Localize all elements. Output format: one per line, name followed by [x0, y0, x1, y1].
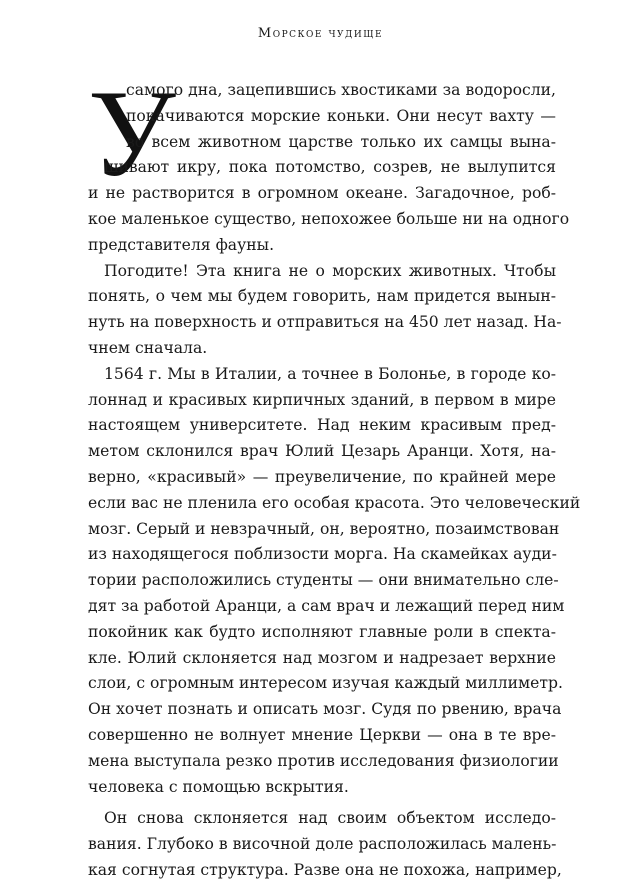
text-line: самого дна, зацепившись хвостиками за водоросли,	[126, 81, 556, 99]
paragraph-4	[88, 806, 562, 883]
text-line: покачиваются морские коньки. Они несут вахту —	[126, 106, 556, 125]
text-line: кое маленькое существо, непохожее больше ни на одного	[88, 209, 570, 228]
text-line: покойник как будто исполняют главные роли в спекта-	[88, 622, 556, 641]
text-line: 1564 г. Мы в Италии, а точнее в Болонье, в городе ко-	[104, 364, 556, 383]
text-line: мозг. Серый и невзрачный, он, вероятно, позаимствован	[88, 519, 560, 538]
text-line: верно, «красивый» — преувеличение, по крайней мере	[88, 467, 556, 486]
text-line: тории расположились студенты — они внимательно сле-	[88, 571, 559, 590]
text-line: слои, с огромным интересом изучая каждый миллиметр.	[88, 674, 563, 693]
text-line: Погодите! Эта книга не о морских животных. Чтобы	[104, 261, 556, 280]
text-line: Он снова склоняется над своим объектом исследо-	[104, 809, 556, 828]
running-header: Морское чудище	[257, 26, 384, 41]
paragraph-2	[88, 259, 562, 362]
text-line: нуть на поверхность и отправиться на 450 лет назад. На-	[88, 313, 562, 332]
text-line: человека с помощью вскрытия.	[88, 777, 349, 796]
text-line: чнем сначала.	[88, 338, 208, 357]
text-line: если вас не пленила его особая красота. Это человеческий	[88, 493, 581, 512]
text-line: вания. Глубоко в височной доле расположилась малень-	[88, 835, 557, 854]
text-line: и не растворится в огромном океане. Загадочное, роб-	[88, 184, 556, 203]
text-line: метом склонился врач Юлий Цезарь Аранци. Хотя, на-	[88, 442, 556, 461]
body-text	[88, 78, 581, 884]
text-line: во всем животном царстве только их самцы вына-	[126, 132, 556, 151]
text-line: понять, о чем мы будем говорить, нам придется вынын-	[88, 287, 556, 306]
text-line: представителя фауны.	[88, 235, 275, 254]
text-line: лоннад и красивых кирпичных зданий, в первом в мире	[88, 390, 556, 409]
text-line: кая согнутая структура. Разве она не похожа, например,	[88, 860, 562, 879]
text-line: дят за работой Аранци, а сам врач и лежащий перед ним	[88, 596, 565, 615]
drop-cap: У	[88, 65, 176, 202]
text-line: совершенно не волнует мнение Церкви — она в те вре-	[88, 725, 556, 744]
text-line: кле. Юлий склоняется над мозгом и надрезает верхние	[88, 648, 556, 667]
text-line: настоящем университете. Над неким красивым пред-	[88, 416, 556, 435]
text-line: мена выступала резко против исследования физиологии	[88, 751, 559, 770]
text-line: шивают икру, пока потомство, созрев, не вылупится	[104, 158, 556, 177]
paragraph-1	[88, 78, 570, 259]
text-line: Он хочет познать и описать мозг. Судя по рвению, врача	[88, 700, 562, 719]
paragraph-3	[88, 362, 581, 801]
text-line: из находящегося поблизости морга. На скамейках ауди-	[88, 545, 557, 564]
